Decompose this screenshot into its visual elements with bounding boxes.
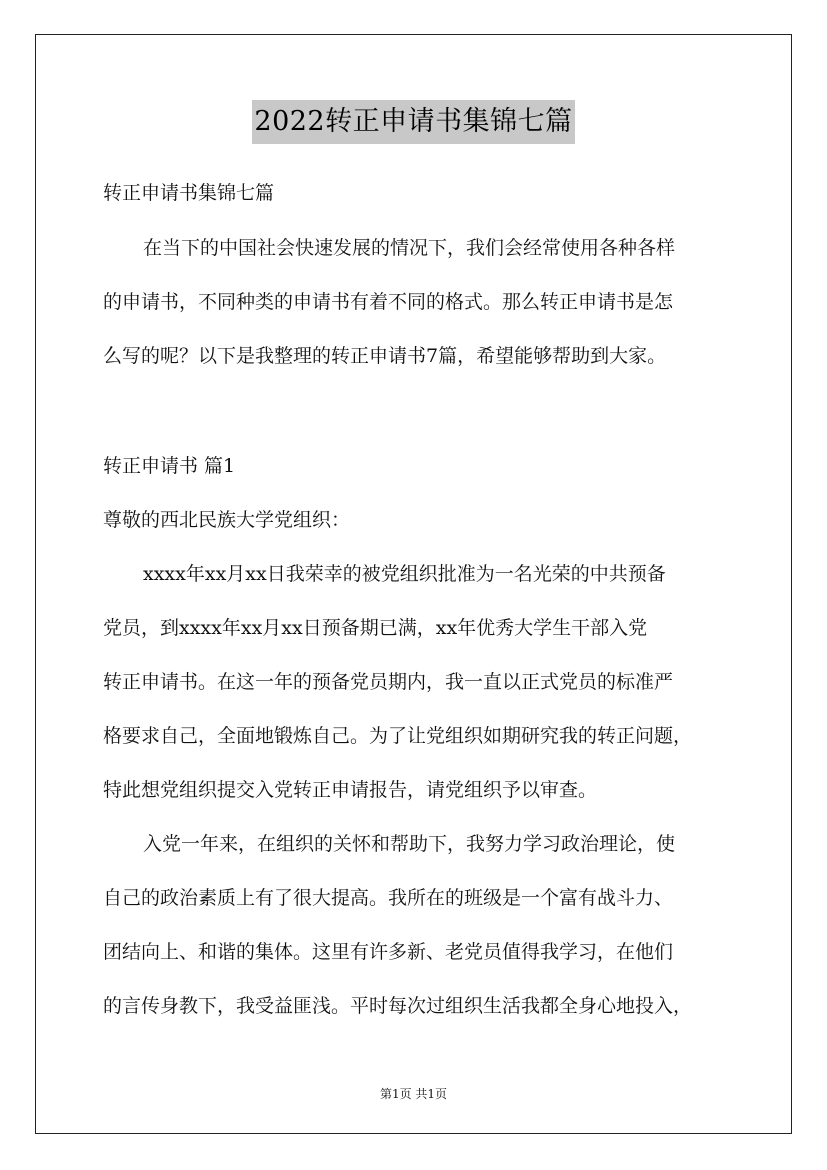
intro-line: 在当下的中国社会快速发展的情况下，我们会经常使用各种各样 [143,237,676,259]
paragraph-line: 党员，到xxxx年xx月xx日预备期已满，xx年优秀大学生干部入党 [103,617,648,639]
intro-line: 么写的呢？以下是我整理的转正申请书7篇，希望能够帮助到大家。 [103,345,667,367]
paragraph-line: 入党一年来，在组织的关怀和帮助下，我努力学习政治理论，使 [143,833,676,855]
paragraph-line: 的言传身教下，我受益匪浅。平时每次过组织生活我都全身心地投入， [103,995,693,1017]
subtitle: 转正申请书集锦七篇 [103,182,275,204]
paragraph-line: 格要求自己，全面地锻炼自己。为了让党组织如期研究我的转正问题， [103,725,693,747]
paragraph-line: 团结向上、和谐的集体。这里有许多新、老党员值得我学习，在他们 [103,941,674,963]
document-title: 2022转正申请书集锦七篇 [252,100,574,144]
paragraph-line: 转正申请书。在这一年的预备党员期内，我一直以正式党员的标准严 [103,671,674,693]
paragraph-line: xxxx年xx月xx日我荣幸的被党组织批准为一名光荣的中共预备 [143,563,666,585]
paragraph-line: 自己的政治素质上有了很大提高。我所在的班级是一个富有战斗力、 [103,887,674,909]
intro-line: 的申请书，不同种类的申请书有着不同的格式。那么转正申请书是怎 [103,291,674,313]
title-container [0,100,827,144]
paragraph-line: 特此想党组织提交入党转正申请报告，请党组织予以审查。 [103,779,598,801]
section-heading: 转正申请书 篇1 [103,455,236,477]
page-footer: 第1页 共1页 [379,1087,448,1101]
salutation: 尊敬的西北民族大学党组织： [103,509,351,531]
